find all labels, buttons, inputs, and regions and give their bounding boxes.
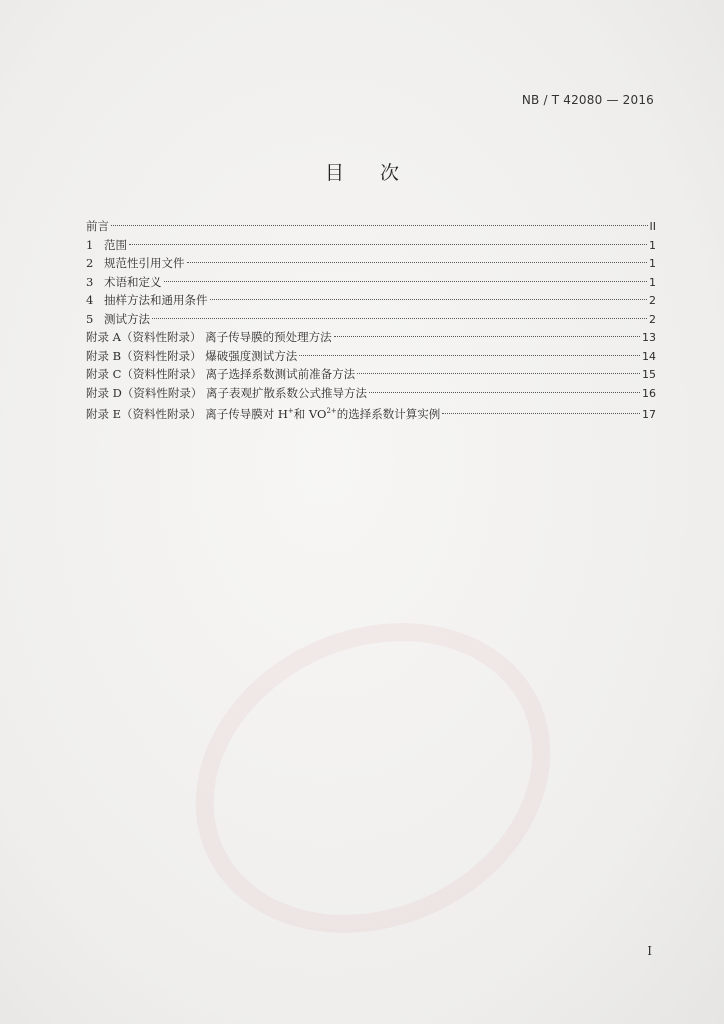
toc-entry-page: 15: [642, 368, 656, 381]
toc-entry-page: 1: [649, 257, 656, 270]
toc-leader: [164, 281, 648, 282]
toc-entry-page: 14: [642, 349, 656, 363]
toc-entry-appendix-d[interactable]: [86, 384, 656, 403]
toc-entry-page: 17: [642, 407, 656, 421]
toc-entry-label: 附录 B（资料性附录） 爆破强度测试方法: [86, 348, 298, 363]
toc-leader: [299, 355, 640, 356]
toc-entry-label: 附录 D（资料性附录） 离子表观扩散系数公式推导方法: [86, 385, 368, 400]
toc-entry-label: 附录 C（资料性附录） 离子选择系数测试前准备方法: [86, 367, 356, 381]
toc-entry-label: 附录 E（资料性附录） 离子传导膜对 H+和 $VO^{2+}$的选择系数计算实例: [86, 406, 441, 421]
toc-entry-number: 5: [86, 311, 94, 326]
toc-entry-page: 1: [649, 275, 656, 289]
toc-entry-appendix-a[interactable]: [86, 328, 656, 347]
toc-entry-normative-references[interactable]: [86, 254, 656, 273]
toc-entry-page: II: [649, 220, 656, 233]
toc-entry-sampling[interactable]: [86, 291, 656, 310]
toc-leader: [442, 413, 640, 414]
toc-entry-appendix-c[interactable]: [86, 365, 656, 384]
page-title: 目次: [324, 162, 435, 184]
toc-entry-label: 规范性引用文件: [104, 256, 185, 270]
toc-leader: [334, 336, 640, 337]
toc-entry-label: 测试方法: [104, 311, 150, 326]
toc-entry-label: 范围: [104, 237, 127, 252]
toc-entry-terms-definitions[interactable]: [86, 273, 656, 292]
toc-entry-page: 1: [649, 238, 656, 252]
toc-entry-appendix-b[interactable]: [86, 347, 656, 366]
toc-entry-number: 4: [86, 293, 94, 307]
toc-entry-number: 3: [86, 274, 94, 289]
toc-leader: [369, 392, 640, 393]
toc-leader: [129, 244, 647, 245]
toc-leader: [152, 318, 647, 319]
toc-entry-scope[interactable]: [86, 236, 656, 255]
toc-entry-page: 2: [649, 294, 656, 307]
toc-leader: [111, 225, 648, 226]
standard-code: NB / T 42080 — 2016: [521, 93, 654, 107]
page-number: I: [647, 944, 652, 958]
toc-entry-page: 2: [649, 312, 656, 326]
toc-entry-label: 术语和定义: [104, 274, 162, 289]
toc-entry-number: 2: [86, 256, 94, 270]
toc-leader: [210, 299, 648, 300]
table-of-contents: [86, 217, 656, 421]
bleed-through-stamp: [145, 567, 602, 990]
toc-leader: [187, 262, 648, 263]
toc-entry-page: 13: [642, 331, 656, 344]
toc-leader: [357, 373, 640, 374]
toc-entry-test-methods[interactable]: [86, 310, 656, 329]
toc-entry-page: 16: [642, 386, 656, 400]
toc-entry-label: 前言: [86, 219, 109, 233]
toc-entry-label: 抽样方法和通用条件: [104, 293, 208, 307]
toc-entry-number: 1: [86, 237, 94, 252]
toc-entry-appendix-e[interactable]: [86, 402, 656, 421]
toc-entry-foreword[interactable]: [86, 217, 656, 236]
toc-entry-label: 附录 A（资料性附录） 离子传导膜的预处理方法: [86, 330, 332, 344]
